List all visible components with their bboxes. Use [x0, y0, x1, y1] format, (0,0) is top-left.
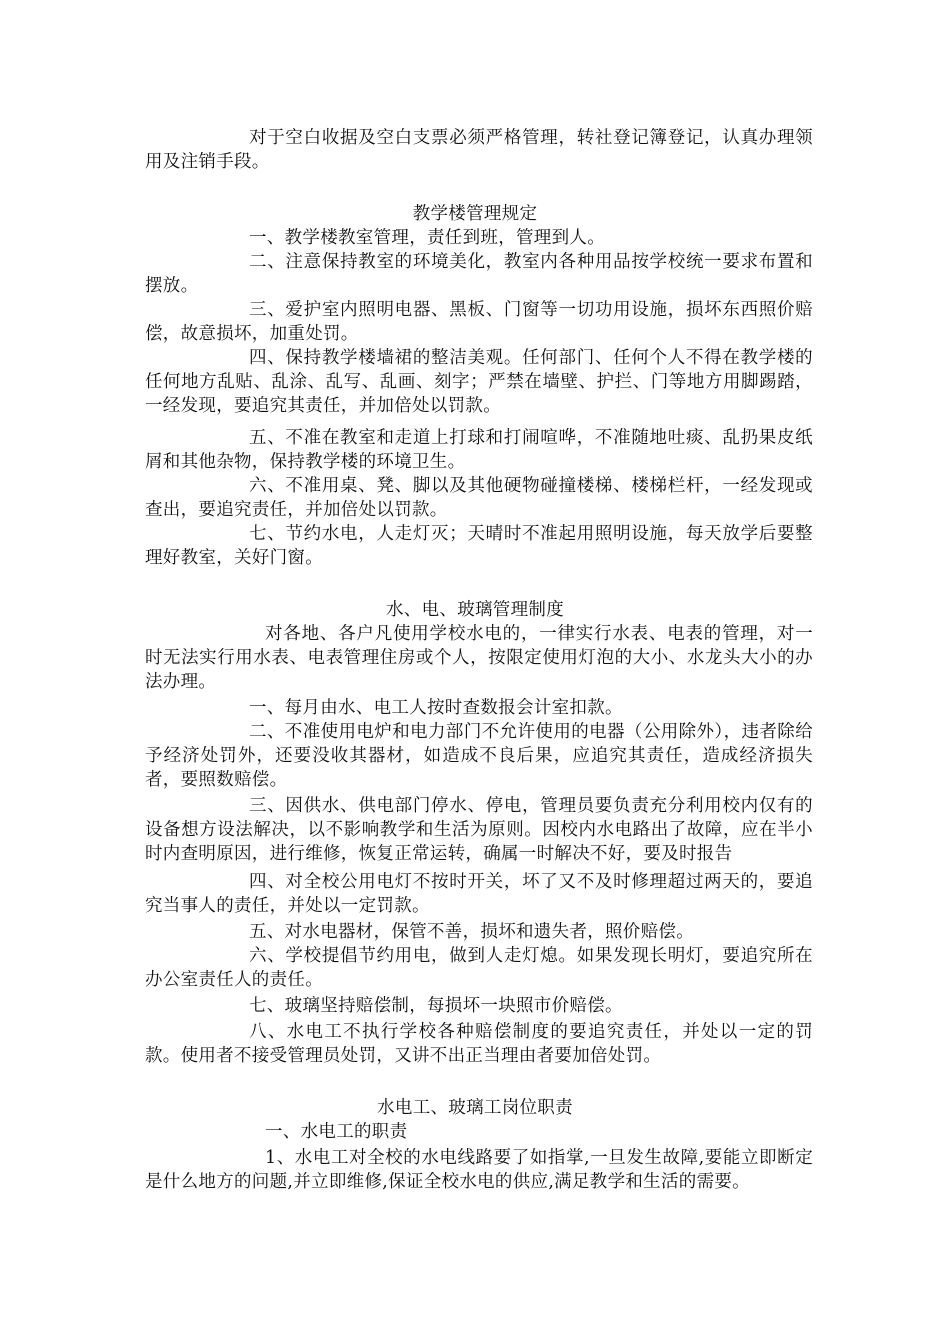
list-item: 七、玻璃坚持赔偿制，每损坏一块照市价赔偿。	[249, 996, 623, 1016]
list-item: 三、因供水、供电部门停水、停电，管理员要负责充分利用校内仅有的设备想方设法解决，以不影响教学和生活为原则。因校内水电路出了故障，应在半小时内查明原因，进行维修，恢复正常运转，确属一时解决不好，要及时报告	[145, 796, 813, 864]
list-item: 二、不准使用电炉和电力部门不允许使用的电器（公用除外），违者除给予经济处罚外，还要没收其器材，如造成不良后果，应追究其责任，造成经济损失者，要照数赔偿。	[145, 722, 813, 790]
list-item: 一、每月由水、电工人按时查数报会计室扣款。	[249, 698, 623, 718]
list-item: 三、爱护室内照明电器、黑板、门窗等一切功用设施，损坏东西照价赔偿，故意损坏，加重处罚。	[145, 300, 813, 344]
section-title-water-electric-glass: 水、电、玻璃管理制度	[386, 600, 564, 620]
section-intro: 对各地、各户凡使用学校水电的，一律实行水表、电表的管理，对一时无法实行用水表、电表管理住房或个人，按限定使用灯泡的大小、水龙头大小的办法办理。	[145, 624, 813, 692]
list-item: 一、教学楼教室管理，责任到班，管理到人。	[249, 228, 605, 248]
list-item: 八、水电工不执行学校各种赔偿制度的要追究责任，并处以一定的罚款。使用者不接受管理员处罚，又讲不出正当理由者要加倍处罚。	[145, 1022, 813, 1066]
list-item: 七、节约水电，人走灯灭；天晴时不准起用照明设施，每天放学后要整理好教室，关好门窗。	[145, 524, 813, 568]
section-title-teaching-building: 教学楼管理规定	[412, 204, 538, 224]
list-item: 四、对全校公用电灯不按时开关，坏了又不及时修理超过两天的，要追究当事人的责任，并处以一定罚款。	[145, 872, 813, 916]
intro-paragraph: 对于空白收据及空白支票必须严格管理，转社登记簿登记，认真办理领用及注销手段。	[145, 128, 813, 172]
list-item: 六、不准用桌、凳、脚以及其他硬物碰撞楼梯、楼梯栏杆，一经发现或查出，要追究责任，并加倍处以罚款。	[145, 476, 813, 520]
list-item: 四、保持教学楼墙裙的整洁美观。任何部门、任何个人不得在教学楼的任何地方乱贴、乱涂、乱写、乱画、刻字；严禁在墙壁、护拦、门等地方用脚踢踏，一经发现，要追究其责任，并加倍处以罚款。	[145, 348, 813, 416]
subsection-title: 一、水电工的职责	[265, 1122, 408, 1142]
list-item: 二、注意保持教室的环境美化，教室内各种用品按学校统一要求布置和摆放。	[145, 252, 813, 296]
list-item: 六、学校提倡节约用电，做到人走灯熄。如果发现长明灯，要追究所在办公室责任人的责任。	[145, 946, 813, 990]
list-item: 五、不准在教室和走道上打球和打闹喧哗，不准随地吐痰、乱扔果皮纸屑和其他杂物，保持教学楼的环境卫生。	[145, 428, 813, 472]
list-item: 1、水电工对全校的水电线路要了如指掌,一旦发生故障,要能立即断定是什么地方的问题,并立即维修,保证全校水电的供应,满足教学和生活的需要。	[145, 1148, 813, 1192]
list-item: 五、对水电器材，保管不善，损坏和遗失者，照价赔偿。	[249, 922, 694, 942]
section-title-job-duties: 水电工、玻璃工岗位职责	[377, 1098, 573, 1118]
